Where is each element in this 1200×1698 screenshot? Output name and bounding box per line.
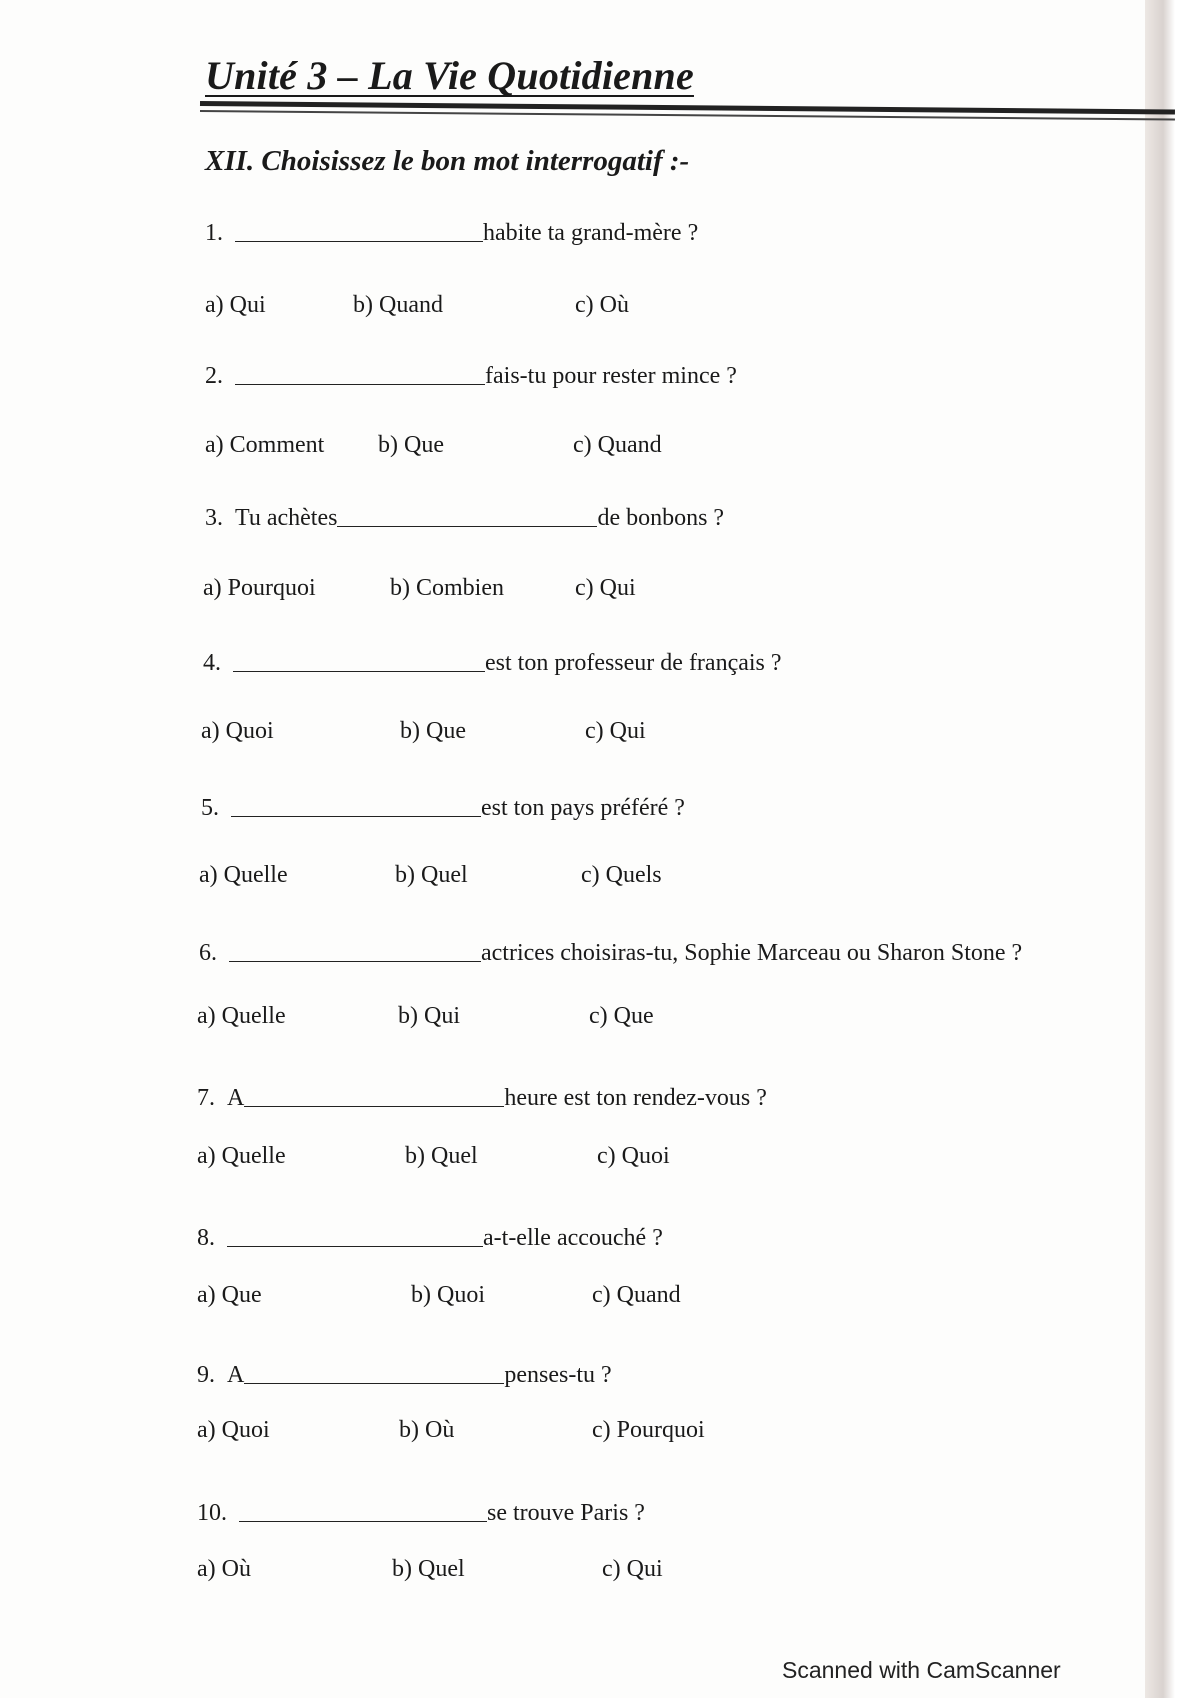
- option-a: a) Comment: [205, 432, 325, 458]
- question-text: penses-tu ?: [504, 1362, 612, 1388]
- option-c: c) Que: [589, 1003, 654, 1029]
- question-4: [203, 650, 782, 677]
- option-c: c) Qui: [585, 718, 646, 744]
- option-b: b) Où: [399, 1417, 455, 1443]
- option-b: b) Que: [378, 432, 444, 458]
- option-c: c) Pourquoi: [592, 1417, 705, 1443]
- question-1: [205, 220, 698, 247]
- option-a: a) Quelle: [199, 862, 288, 888]
- option-b: b) Quel: [405, 1143, 478, 1169]
- option-b: b) Qui: [398, 1003, 460, 1029]
- page-edge: [1145, 0, 1175, 1698]
- answer-blank: [233, 670, 485, 672]
- question-number: 5.: [201, 795, 219, 821]
- option-c: c) Quoi: [597, 1143, 670, 1169]
- option-c: c) Quand: [573, 432, 662, 458]
- question-number: 3.: [205, 505, 223, 531]
- question-number: 7.: [197, 1085, 215, 1111]
- answer-blank: [337, 525, 597, 527]
- option-a: a) Quelle: [197, 1143, 286, 1169]
- answer-blank: [239, 1520, 487, 1522]
- option-b: b) Quoi: [411, 1282, 485, 1308]
- question-number: 8.: [197, 1225, 215, 1251]
- option-a: a) Qui: [205, 292, 266, 318]
- answer-blank: [231, 815, 481, 817]
- question-prefix: Tu achètes: [235, 505, 338, 531]
- exercise-heading: XII. Choisissez le bon mot interrogatif :-: [205, 145, 690, 177]
- answer-blank: [227, 1245, 483, 1247]
- question-text: est ton professeur de français ?: [485, 650, 782, 676]
- question-text: fais-tu pour rester mince ?: [485, 363, 737, 389]
- question-text: de bonbons ?: [597, 505, 725, 531]
- option-a: a) Que: [197, 1282, 262, 1308]
- question-3: [205, 505, 724, 532]
- option-b: b) Combien: [390, 575, 504, 601]
- option-c: c) Qui: [602, 1556, 663, 1582]
- question-5: [201, 795, 685, 822]
- option-a: a) Où: [197, 1556, 251, 1582]
- option-a: a) Quoi: [201, 718, 274, 744]
- answer-blank: [235, 383, 485, 385]
- question-text: actrices choisiras-tu, Sophie Marceau ou Sharon Stone ?: [481, 940, 1023, 966]
- answer-blank: [244, 1382, 504, 1384]
- option-b: b) Quel: [392, 1556, 465, 1582]
- question-number: 9.: [197, 1362, 215, 1388]
- answer-blank: [229, 960, 481, 962]
- answer-blank: [235, 240, 483, 242]
- answer-blank: [244, 1105, 504, 1107]
- option-c: c) Quand: [592, 1282, 681, 1308]
- question-text: heure est ton rendez-vous ?: [504, 1085, 767, 1111]
- question-text: habite ta grand-mère ?: [483, 220, 699, 246]
- scanner-watermark: Scanned with CamScanner: [782, 1657, 1061, 1683]
- option-b: b) Que: [400, 718, 466, 744]
- question-number: 2.: [205, 363, 223, 389]
- question-number: 6.: [199, 940, 217, 966]
- question-2: [205, 363, 737, 390]
- option-a: a) Quelle: [197, 1003, 286, 1029]
- question-text: se trouve Paris ?: [487, 1500, 645, 1526]
- option-c: c) Où: [575, 292, 629, 318]
- option-a: a) Quoi: [197, 1417, 270, 1443]
- question-prefix: A: [227, 1085, 245, 1111]
- option-a: a) Pourquoi: [203, 575, 316, 601]
- unit-title: Unité 3 – La Vie Quotidienne: [205, 53, 694, 98]
- question-text: a-t-elle accouché ?: [483, 1225, 663, 1251]
- question-9: [197, 1362, 612, 1389]
- option-c: c) Quels: [581, 862, 662, 888]
- question-6: [199, 940, 1022, 967]
- question-10: [197, 1500, 645, 1527]
- option-b: b) Quel: [395, 862, 468, 888]
- question-7: [197, 1085, 767, 1112]
- question-number: 4.: [203, 650, 221, 676]
- question-text: est ton pays préféré ?: [481, 795, 685, 821]
- question-number: 1.: [205, 220, 223, 246]
- question-prefix: A: [227, 1362, 245, 1388]
- question-number: 10.: [197, 1500, 227, 1526]
- option-c: c) Qui: [575, 575, 636, 601]
- option-b: b) Quand: [353, 292, 443, 318]
- question-8: [197, 1225, 663, 1252]
